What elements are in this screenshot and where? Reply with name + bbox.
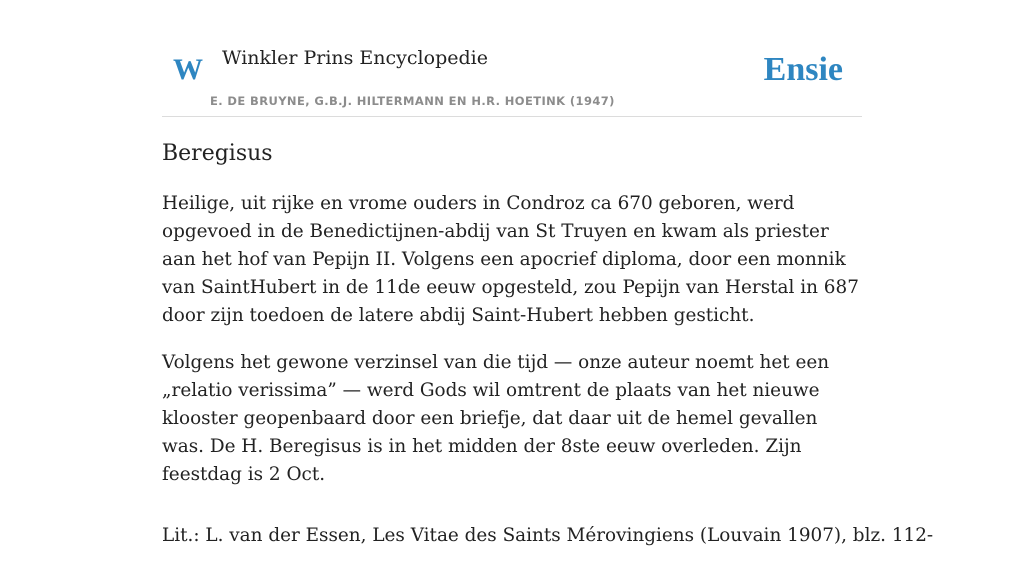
ensie-brand-logo[interactable]: Ensie <box>763 51 843 88</box>
publication-authors: E. DE BRUYNE, G.B.J. HILTERMANN EN H.R. HOETINK (1947) <box>210 94 615 108</box>
article-paragraph: Volgens het gewone verzinsel van die tijd — onze auteur noemt het een „relatio verissima” — werd Gods wil omtrent de plaats van het nieuwe klooster geopenbaard door een briefje, dat daar uit de hemel gevallen was. De H. Beregisus is in het midden der 8ste eeuw overleden. Zijn feestdag is 2 Oct. <box>162 352 830 485</box>
article-paragraph: Heilige, uit rijke en vrome ouders in Condroz ca 670 geboren, werd opgevoed in de Benedictijnen-abdij van St Truyen en kwam als priester aan het hof van Pepijn II. Volgens een apocrief diploma, door een monnik van SaintHubert in de 11de eeuw opgesteld, zou Pepijn van Herstal in 687 door zijn toedoen de latere abdij Saint-Hubert hebben gesticht. <box>162 193 859 326</box>
site-header <box>162 0 862 117</box>
literature-reference: Lit.: L. van der Essen, Les Vitae des Saints Mérovingiens (Louvain 1907), blz. 112- <box>162 525 934 546</box>
article-content <box>162 138 934 569</box>
article-title: Beregisus <box>162 141 273 166</box>
publication-logo[interactable]: W <box>173 53 203 86</box>
publication-title[interactable]: Winkler Prins Encyclopedie <box>222 47 488 69</box>
